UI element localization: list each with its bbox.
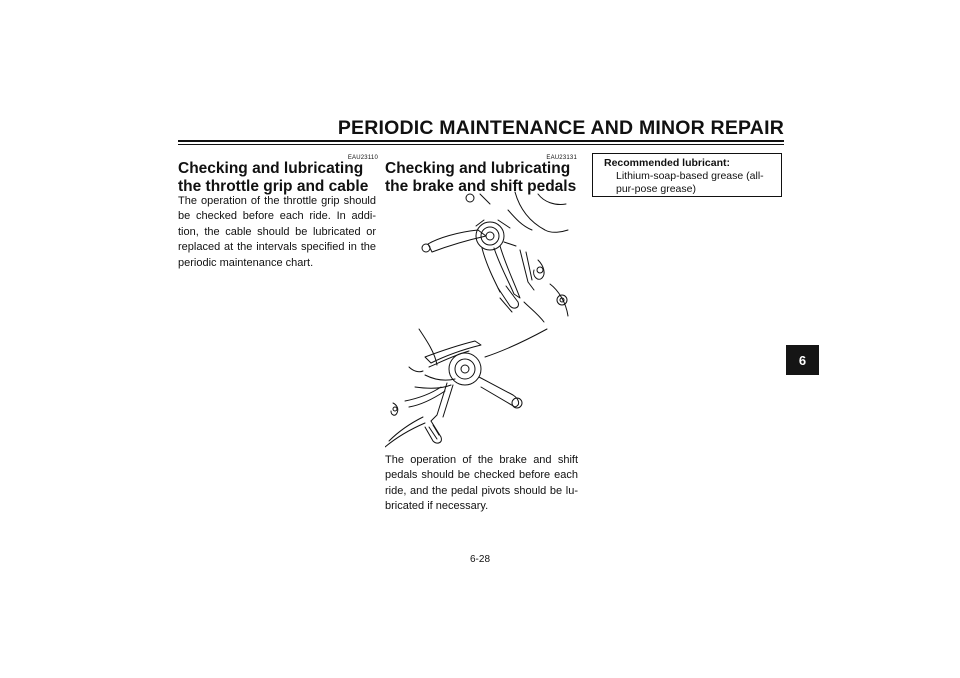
lubricant-label: Recommended lubricant:	[604, 157, 731, 169]
pedals-section-heading: Checking and lubricating the brake and shift pedals	[385, 160, 577, 195]
brake-pedal-illustration	[420, 190, 570, 324]
shift-pedal-illustration	[385, 327, 550, 450]
throttle-section-code: EAU23110	[347, 155, 378, 161]
chapter-tab: 6	[786, 345, 819, 375]
page-number: 6-28	[469, 554, 490, 565]
throttle-section-body: The operation of the throttle grip should be checked before each ride. In addi-tion, the cable should be lubricated or replaced at the intervals specified in the periodic maintenance chart.	[178, 195, 376, 269]
lubricant-value: Lithium-soap-based grease (all-pur-pose grease)	[616, 170, 764, 195]
throttle-section-heading: Checking and lubricating the throttle grip and cable	[178, 160, 369, 195]
pedals-section-body: The operation of the brake and shift pedals should be checked before each ride, and the pedal pivots should be lu-bricated if necessary.	[385, 454, 578, 513]
header-rule-thick	[178, 140, 784, 142]
pedals-section-code: EAU23131	[546, 155, 577, 161]
recommended-lubricant-box	[592, 153, 782, 197]
header-rule-thin	[178, 144, 784, 145]
page-title: PERIODIC MAINTENANCE AND MINOR REPAIR	[337, 117, 784, 139]
